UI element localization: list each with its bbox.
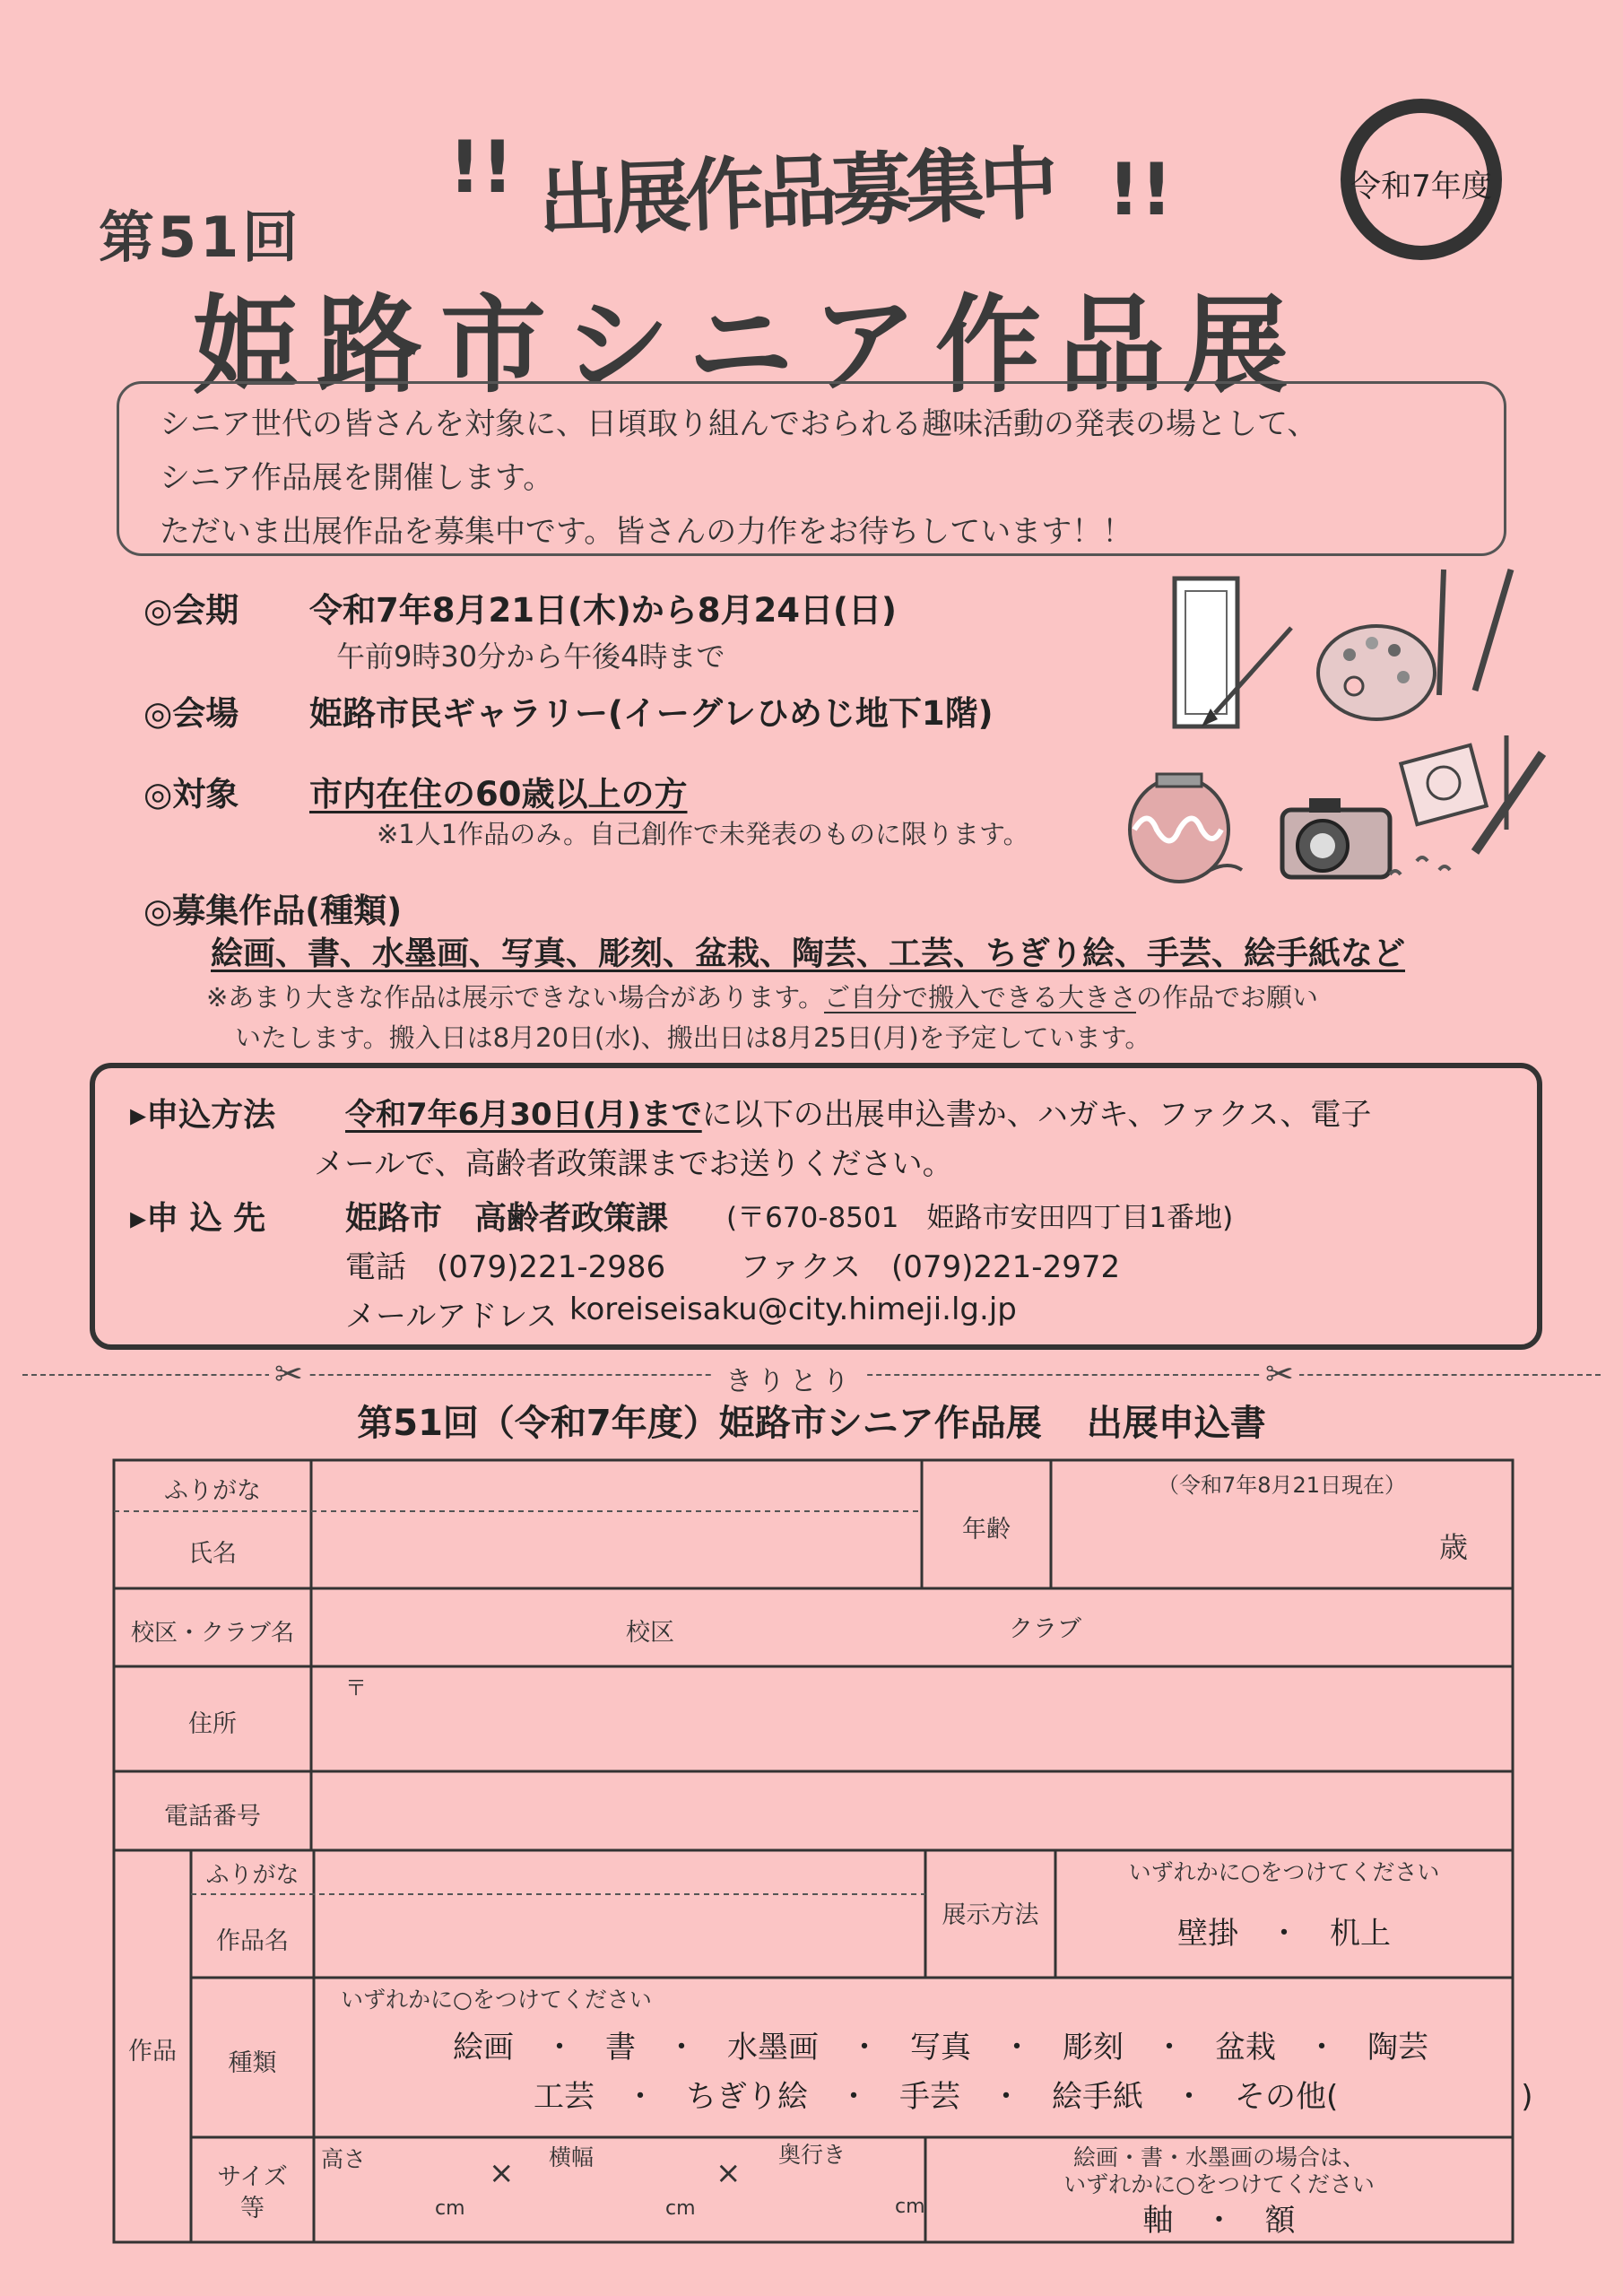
school-field[interactable] [316,1592,612,1664]
deadline: 令和7年6月30日(月)まで [345,1097,702,1133]
depth-field[interactable] [778,2170,913,2233]
form-title-sub: 出展申込書 [1086,1403,1266,1444]
painting-note-2: いずれかに○をつけてください [1063,2171,1375,2197]
kind-label: 種類 [228,2049,277,2077]
width-field[interactable] [549,2170,701,2233]
furigana-field[interactable] [314,1466,919,1509]
name-label: 氏名 [188,1540,237,1568]
venue-value: 姫路市民ギャラリー(イーグレひめじ地下1階) [309,694,994,733]
intro-line-2: シニア作品展を開催します。 [160,460,554,496]
work-name-field[interactable] [316,1898,922,1975]
tel: 電話 (079)221-2986 [345,1249,666,1285]
age-field[interactable] [1054,1502,1430,1574]
method-line-2: メールで、高齢者政策課までお送りください。 [314,1146,953,1182]
target-label: ◎対象 [143,775,239,813]
venue-label: ◎会場 [143,694,239,733]
width-label: 横幅 [549,2144,595,2170]
cut-label: きりとり [713,1359,867,1398]
school-unit: 校区 [626,1619,674,1647]
depth-label: 奥行き [778,2142,846,2168]
times-1: × [489,2155,515,2191]
size-label: サイズ [217,2163,288,2191]
kind-options-1[interactable]: 絵画 ・ 書 ・ 水墨画 ・ 写真 ・ 彫刻 ・ 盆栽 ・ 陶芸 [453,2030,1428,2066]
height-unit: cm [435,2197,465,2220]
scissors-icon-right: ✂ [1260,1354,1299,1394]
phone-label: 電話番号 [164,1803,261,1831]
to-label: ▸申 込 先 [130,1200,266,1237]
work-furigana-label: ふりがな [205,1862,299,1889]
works-note-1b: ご自分で搬入できる大きさ [823,982,1136,1013]
kind-options-2[interactable]: 工芸 ・ ちぎり絵 ・ 手芸 ・ 絵手紙 ・ その他( ) [534,2079,1533,2115]
work-label: 作品 [128,2038,177,2066]
club-field[interactable] [690,1592,995,1664]
name-field[interactable] [314,1516,919,1586]
to-org: 姫路市 高齢者政策課 [345,1200,669,1237]
headline-exclaim-left: !! [448,126,514,209]
width-unit: cm [665,2197,696,2220]
work-furigana-field[interactable] [316,1853,922,1892]
phone-field[interactable] [316,1776,1508,1848]
period-value: 令和7年8月21日(木)から8月24日(日) [309,591,897,630]
headline-exclaim-right: !! [1107,148,1173,231]
edition-label: 第51回 [99,204,302,270]
scissors-icon-left: ✂ [269,1354,308,1394]
to-address: (〒670-8501 姫路市安田四丁目1番地) [726,1202,1234,1234]
period-time: 午前9時30分から午後4時まで [336,639,725,674]
age-label: 年齢 [962,1516,1011,1544]
works-value: 絵画、書、水墨画、写真、彫刻、盆栽、陶芸、工芸、ちぎり絵、手芸、絵手紙など [211,935,1406,972]
furigana-label: ふりがな [164,1477,261,1505]
method-text: に以下の出展申込書か、ハガキ、ファクス、電子 [701,1097,1372,1133]
work-name-label: 作品名 [216,1927,289,1955]
intro-line-3: ただいま出展作品を募集中です。皆さんの力作をお待ちしています！！ [160,514,1133,550]
page-title: 姫路市シニア作品展 [193,283,1307,407]
works-note-2: いたします。搬入日は8月20日(水)、搬出日は8月25日(月)を予定しています。 [235,1022,1151,1053]
height-field[interactable] [321,2170,473,2233]
age-note: （令和7年8月21日現在） [1157,1473,1407,1498]
postal-mark: 〒 [345,1675,367,1700]
period-label: ◎会期 [143,591,239,630]
times-2: × [716,2155,742,2191]
works-note-1a: ※あまり大きな作品は展示できない場合があります。 [206,982,824,1013]
address-label: 住所 [188,1710,237,1738]
form-title-main: 第51回（令和7年度）姫路市シニア作品展 [357,1403,1042,1444]
method-label: ▸申込方法 [130,1097,276,1134]
works-note-1c: の作品でお願い [1136,982,1319,1013]
intro-line-1: シニア世代の皆さんを対象に、日頃取り組んでおられる趣味活動の発表の場として、 [160,406,1318,442]
display-hint: いずれかに○をつけてください [1128,1859,1440,1885]
address-field[interactable] [316,1670,1508,1769]
mail-address[interactable]: koreiseisaku@city.himeji.lg.jp [569,1292,1017,1327]
painting-note-1: 絵画・書・水墨画の場合は、 [1072,2144,1365,2170]
mount-options[interactable]: 軸 ・ 額 [1142,2203,1296,2239]
year-badge: 令和7年度 [1350,169,1492,204]
works-label: ◎募集作品(種類) [143,891,403,930]
fax: ファクス (079)221-2972 [740,1249,1121,1285]
display-method-label: 展示方法 [942,1901,1039,1929]
depth-unit: cm [895,2196,925,2218]
height-label: 高さ [321,2146,367,2172]
display-options[interactable]: 壁掛 ・ 机上 [1177,1916,1391,1952]
size-label-2: 等 [240,2195,265,2222]
age-unit: 歳 [1439,1530,1469,1564]
mail-label: メールアドレス [345,1299,558,1335]
target-note: ※1人1作品のみ。自己創作で未発表のものに限ります。 [377,819,1029,849]
club-unit: クラブ [1009,1615,1081,1643]
school-club-label: 校区・クラブ名 [130,1620,294,1647]
target-value: 市内在住の60歳以上の方 [309,775,688,813]
recruiting-headline: 出展作品募集中 [536,137,1055,248]
kind-hint: いずれかに○をつけてください [341,1987,652,2013]
